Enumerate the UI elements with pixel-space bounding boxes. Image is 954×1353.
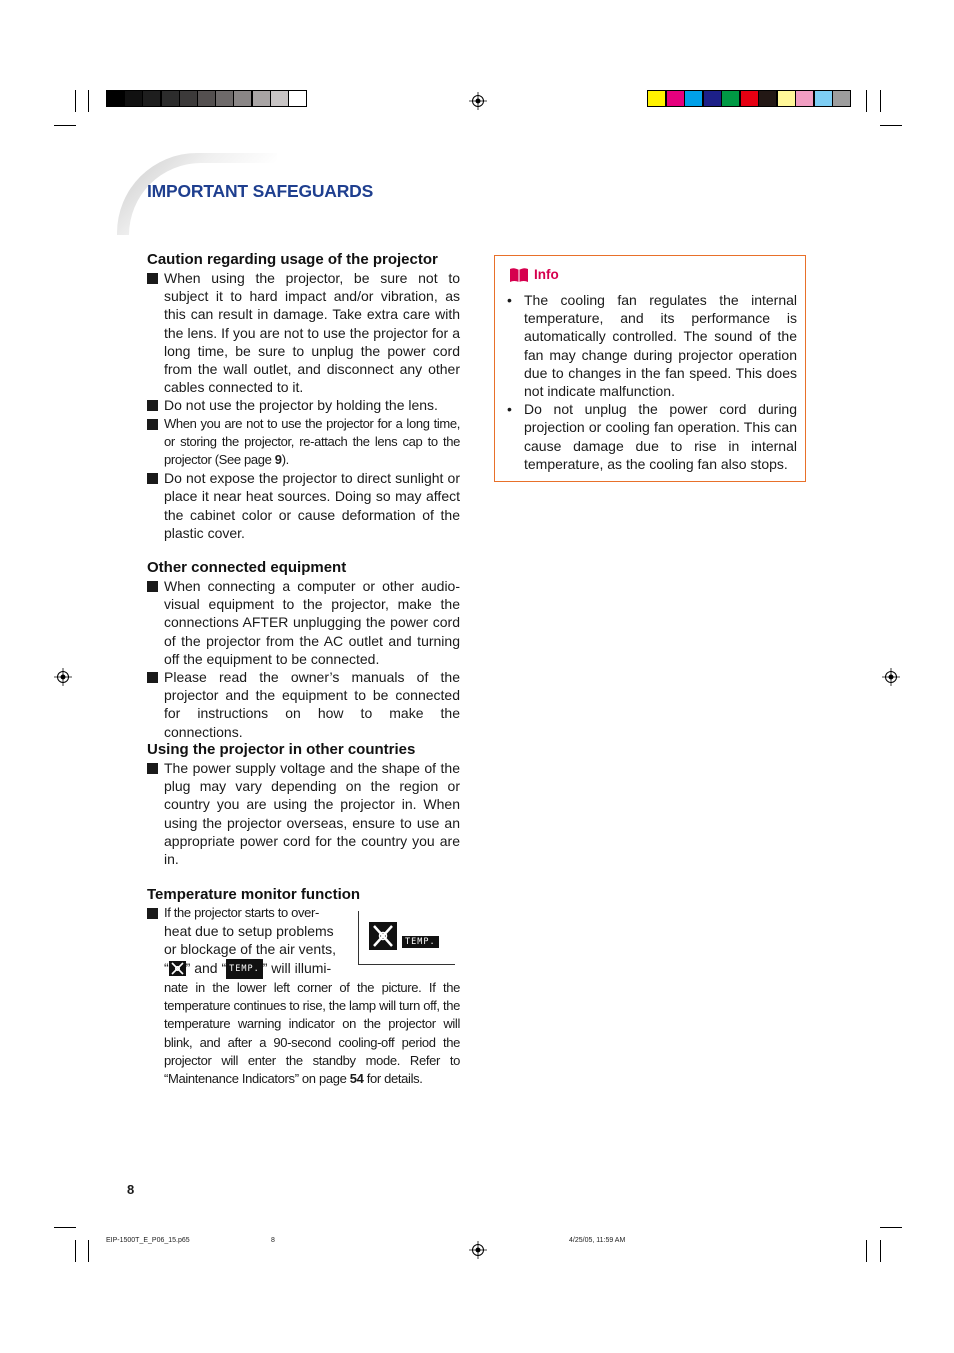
- footer-file-name: EIP-1500T_E_P06_15.p65: [106, 1237, 190, 1244]
- info-box: [494, 255, 806, 482]
- gray-swatch: [124, 90, 143, 107]
- square-bullet-icon: [147, 763, 158, 774]
- left-column: [147, 559, 460, 741]
- list-item: • The cooling fan regulates the internal temperature, and its performance is automatically controlled. The sound of the fan may change during projector operation due to changes in the fan speed. This does not indicate malfunction.: [507, 292, 797, 400]
- gray-swatch: [215, 90, 234, 107]
- book-icon: [509, 267, 529, 283]
- page-reference: 54: [349, 1071, 364, 1087]
- square-bullet-icon: [147, 672, 158, 683]
- list-item: Do not expose the projector to direct sunlight or place it near heat sources. Doing so may affect the cabinet color or cause deformation of the plastic cover.: [147, 469, 460, 542]
- color-swatch: [703, 90, 722, 107]
- temperature-warning-icon: [169, 961, 186, 976]
- list-item: When using the projector, be sure not to subject it to hard impact and/or vibration, as this can result in damage. Take extra care with the lens. If you are not to use the projector for a long time, be sure to unplug the power cord from the wall outlet, and disconnect any other cables connected to it.: [147, 269, 460, 396]
- crop-mark: [866, 1240, 867, 1262]
- color-swatch: [684, 90, 703, 107]
- gray-swatch: [197, 90, 216, 107]
- footer-timestamp: 4/25/05, 11:59 AM: [569, 1237, 626, 1244]
- crop-mark: [880, 125, 902, 126]
- crop-mark: [54, 1227, 76, 1228]
- crop-mark: [88, 1240, 89, 1262]
- crop-mark: [880, 1240, 881, 1262]
- crop-mark: [866, 90, 867, 112]
- list-item: Please read the owner’s manuals of the projector and the equipment to be connected for instructions on how to make the connections.: [147, 668, 460, 741]
- list-item: The power supply voltage and the shape of the plug may vary depending on the region or country you are using the projector in. When using the projector overseas, ensure to use an appropriate power cord for the country you are in.: [147, 759, 460, 868]
- list-item-continuation: nate in the lower left corner of the picture. If the temperature continues to rise, the lamp will turn off, the temperature warning indicator on the projector will blink, and after a 90-second cooling-off period the projector will enter the standby mode. Refer to “Maintenance Indicators” on page 54 for details.: [164, 980, 460, 1087]
- crop-mark: [54, 125, 76, 126]
- crop-mark: [88, 90, 89, 112]
- page-title: IMPORTANT SAFEGUARDS: [147, 181, 374, 201]
- caution-heading: Caution regarding usage of the projector: [147, 251, 438, 268]
- square-bullet-icon: [147, 400, 158, 411]
- gray-swatch: [270, 90, 289, 107]
- crop-mark: [75, 1240, 76, 1262]
- bullet-icon: •: [507, 292, 512, 308]
- temp-indicator-badge: TEMP.: [402, 936, 439, 948]
- registration-mark-icon: [54, 668, 72, 686]
- footer-file-page: 8: [271, 1237, 275, 1244]
- other-equipment-heading: Other connected equipment: [147, 559, 347, 576]
- color-swatch: [795, 90, 814, 107]
- list-item: • Do not unplug the power cord during projection or cooling fan operation. This can cause damage due to rise in internal temperature, as the cooling fan also stops.: [507, 401, 797, 472]
- square-bullet-icon: [147, 419, 158, 430]
- crop-mark: [880, 90, 881, 112]
- square-bullet-icon: [147, 473, 158, 484]
- color-swatch: [758, 90, 777, 107]
- square-bullet-icon: [147, 581, 158, 592]
- list-item: When connecting a computer or other audio-visual equipment to the projector, make the connections AFTER unplugging the power cord of the projector from the AC outlet and turning off the equipment to be connected.: [147, 577, 460, 668]
- gray-swatch: [252, 90, 271, 107]
- other-countries-heading: Using the projector in other countries: [147, 741, 416, 758]
- list-item: When you are not to use the projector for a long time, or storing the projector, re-attach the lens cap to the projector (See page 9).: [147, 415, 460, 470]
- info-list: [495, 291, 805, 473]
- info-label: Info: [534, 267, 559, 282]
- temperature-warning-icon: [369, 922, 397, 950]
- color-swatch: [721, 90, 740, 107]
- square-bullet-icon: [147, 908, 158, 919]
- gray-swatch: [142, 90, 161, 107]
- page-number: 8: [127, 1182, 135, 1197]
- gray-swatch: [233, 90, 252, 107]
- color-swatch: [740, 90, 759, 107]
- temperature-heading: Temperature monitor function: [147, 886, 361, 903]
- square-bullet-icon: [147, 273, 158, 284]
- color-swatch: [666, 90, 685, 107]
- gray-swatch: [106, 90, 125, 107]
- color-swatch: [777, 90, 796, 107]
- temp-indicator-badge: TEMP.: [226, 959, 263, 979]
- gray-swatch: [179, 90, 198, 107]
- crop-mark: [880, 1227, 902, 1228]
- registration-mark-icon: [469, 92, 487, 110]
- color-swatch: [647, 90, 666, 107]
- registration-mark-icon: [469, 1241, 487, 1259]
- gray-swatch: [288, 90, 307, 107]
- left-column: [147, 251, 460, 542]
- color-swatch: [832, 90, 851, 107]
- gray-swatch: [161, 90, 180, 107]
- crop-mark: [75, 90, 76, 112]
- registration-mark-icon: [882, 668, 900, 686]
- bullet-icon: •: [507, 401, 512, 418]
- list-item: Do not use the projector by holding the lens.: [147, 396, 460, 414]
- temperature-indicator-figure: [358, 911, 455, 965]
- color-swatch: [814, 90, 833, 107]
- page-reference: 9: [274, 452, 282, 468]
- list-item: If the projector starts to over- heat due to setup problems or blockage of the air vents, “ ” and “ TEMP. ” will illumi-: [147, 904, 344, 979]
- left-column: [147, 741, 460, 868]
